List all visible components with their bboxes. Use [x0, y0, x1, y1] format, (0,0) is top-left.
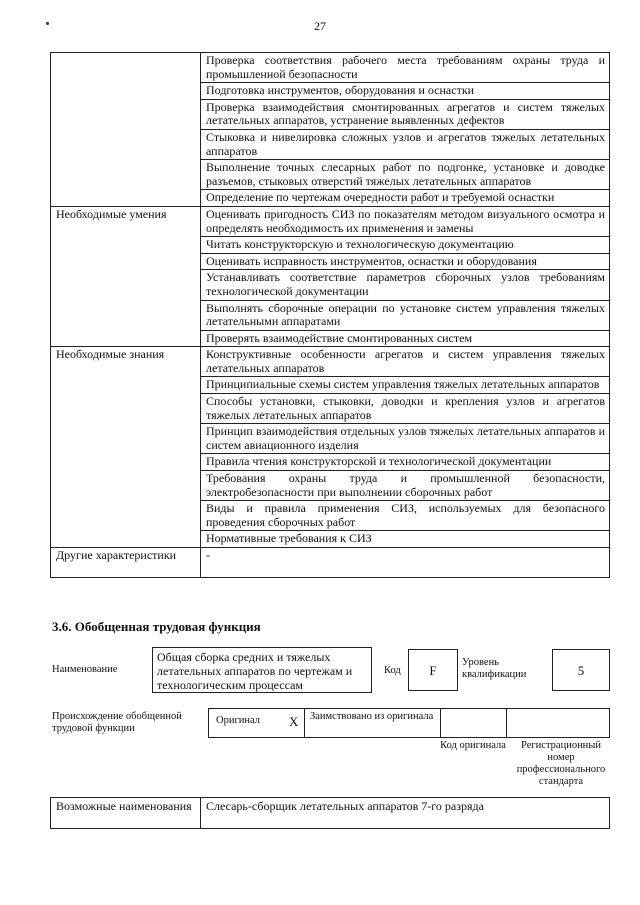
original-mark: X [289, 714, 299, 729]
skill-item: Оценивать исправность инструментов, оснастки и оборудования [201, 253, 610, 270]
page-number: 27 [314, 19, 326, 33]
activity-item: Подготовка инструментов, оборудования и оснастки [201, 83, 610, 100]
activity-item: Определение по чертежам очередности работ и требуемой оснастки [201, 190, 610, 207]
borrowed-label: Заимствовано из оригинала [310, 711, 434, 722]
section-title: 3.6. Обобщенная трудовая функция [52, 619, 261, 634]
knowledge-item: Виды и правила применения СИЗ, используемых для безопасного проведения сборочных работ [201, 501, 610, 531]
origin-label: Происхождение обобщенной трудовой функции [52, 711, 182, 734]
function-details-table [50, 52, 610, 578]
knowledge-item: Принцип взаимодействия отдельных узлов тяжелых летательных аппаратов и систем авиационного изделия [201, 424, 610, 454]
divider [506, 709, 507, 737]
level-box [552, 649, 610, 691]
divider [304, 709, 305, 737]
activities-label-cell [51, 53, 201, 207]
knowledge-label: Необходимые знания [51, 347, 201, 548]
knowledge-item: Нормативные требования к СИЗ [201, 531, 610, 548]
activity-item: Проверка соответствия рабочего места требованиям охраны труда и промышленной безопасности [201, 53, 610, 83]
activity-item: Стыковка и нивелировка сложных узлов и агрегатов тяжелых летательных аппаратов [201, 129, 610, 159]
skill-item: Выполнять сборочные операции по установке систем управления тяжелых летательными аппаратами [201, 300, 610, 330]
skill-item: Читать конструкторскую и технологическую документацию [201, 237, 610, 254]
code-value: F [429, 663, 437, 678]
other-characteristics-label: Другие характеристики [51, 548, 201, 578]
level-label: Уровень квалификации [462, 657, 527, 680]
name-value: Общая сборка средних и тяжелых летательных аппаратов по чертежам и технологическим процессам [157, 650, 353, 692]
activity-item: Выполнение точных слесарных работ по подгонке, установке и доводке разъемов, стыковых отверстий тяжелых летательных аппаратов [201, 160, 610, 190]
knowledge-item: Принципиальные схемы систем управления тяжелых летательных аппаратов [201, 377, 610, 394]
code-label: Код [384, 665, 401, 676]
possible-titles-value: Слесарь-сборщик летательных аппаратов 7-го разряда [201, 798, 610, 829]
name-box [152, 647, 372, 693]
knowledge-item: Правила чтения конструкторской и технологической документации [201, 454, 610, 471]
original-label: Оригинал [216, 715, 260, 726]
knowledge-item: Способы установки, стыковки, доводки и крепления узлов и агрегатов тяжелых летательных аппаратов [201, 394, 610, 424]
knowledge-item: Требования охраны труда и промышленной безопасности, электробезопасности при выполнении сборочных работ [201, 471, 610, 501]
knowledge-item: Конструктивные особенности агрегатов и систем управления тяжелых летательных аппаратов [201, 347, 610, 377]
registration-caption: Регистрационный номер профессионального стандарта [516, 740, 606, 787]
name-label: Наименование [52, 664, 118, 675]
skills-label: Необходимые умения [51, 206, 201, 346]
possible-titles-label: Возможные наименования [51, 798, 201, 829]
other-characteristics-value: - [201, 548, 610, 578]
origin-box [208, 708, 610, 738]
skill-item: Устанавливать соответствие параметров сборочных узлов требованиям технологической документации [201, 270, 610, 300]
skill-item: Оценивать пригодность СИЗ по показателям методом визуального осмотра и определять необходимость их применения и замены [201, 206, 610, 236]
code-original-caption: Код оригинала [440, 740, 506, 751]
code-box [408, 649, 458, 691]
activity-item: Проверка взаимодействия смонтированных агрегатов и систем тяжелых летательных аппаратов, устранение выявленных дефектов [201, 99, 610, 129]
level-value: 5 [577, 663, 585, 678]
divider [440, 709, 441, 737]
skill-item: Проверять взаимодействие смонтированных систем [201, 330, 610, 347]
possible-titles-table [50, 797, 610, 829]
